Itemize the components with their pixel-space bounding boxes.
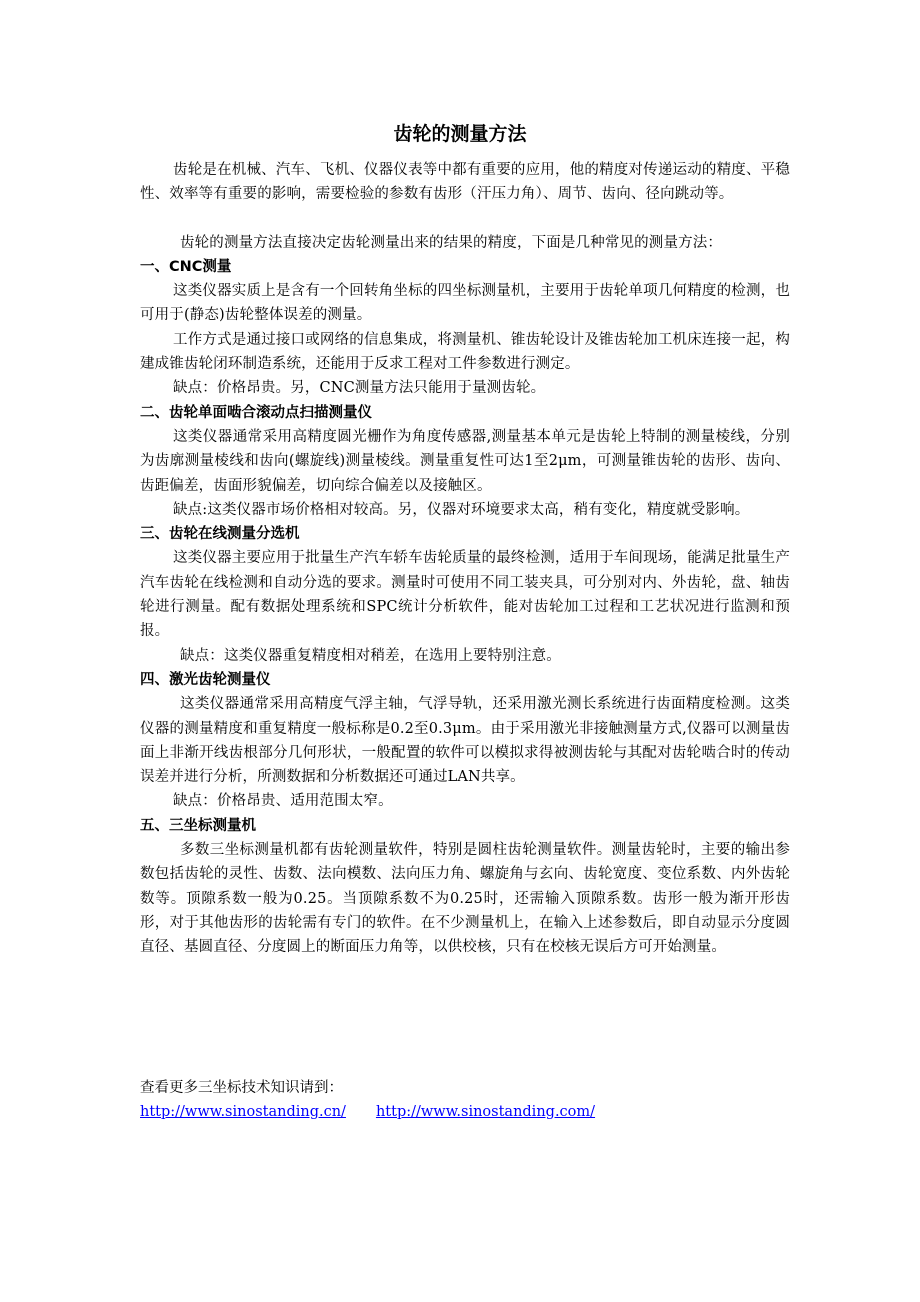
- page-title: 齿轮的测量方法: [393, 123, 527, 145]
- section-paragraph: 这类仪器实质上是含有一个回转角坐标的四坐标测量机，主要用于齿轮单项几何精度的检测，也可用于(静态)齿轮整体误差的测量。: [140, 283, 790, 324]
- section-heading-online-sorter: 三、齿轮在线测量分选机: [140, 526, 300, 543]
- footer-text: 查看更多三坐标技术知识请到：: [140, 1080, 343, 1096]
- section-heading-single-flank: 二、齿轮单面啮合滚动点扫描测量仪: [140, 404, 372, 421]
- section-paragraph: 这类仪器主要应用于批量生产汽车轿车齿轮质量的最终检测，适用于车间现场，能满足批量生产汽车齿轮在线检测和自动分选的要求。测量时可使用不同工装夹具，可分别对内、外齿轮，盘、轴齿轮进行测量。配有数据处理系统和SPC统计分析软件，能对齿轮加工过程和工艺状况进行监测和预报。: [140, 550, 790, 640]
- section-heading-laser: 四、激光齿轮测量仪: [140, 671, 271, 688]
- section-heading-cmm: 五、三坐标测量机: [140, 817, 256, 834]
- paragraph-gap: [140, 207, 790, 231]
- section-paragraph: 缺点：价格昂贵。另，CNC测量方法只能用于量测齿轮。: [173, 380, 546, 397]
- footer-links: [140, 1100, 790, 1124]
- section-paragraph: 缺点:这类仪器市场价格相对较高。另，仪器对环境要求太高，稍有变化，精度就受影响。: [173, 501, 750, 518]
- document-body: [140, 158, 790, 960]
- section-paragraph: 这类仪器通常采用高精度气浮主轴，气浮导轨，还采用激光测长系统进行齿面精度检测。这类仪器的测量精度和重复精度一般标称是0.2至0.3μm。由于采用激光非接触测量方式,仪器可以测量齿面上非渐开线齿根部分几何形状，一般配置的软件可以模拟求得被测齿轮与其配对齿轮啮合时的传动误差并进行分析，所测数据和分析数据还可通过LAN共享。: [140, 696, 790, 786]
- footer: [140, 1076, 790, 1124]
- intro-paragraph: 齿轮是在机械、汽车、飞机、仪器仪表等中都有重要的应用，他的精度对传递运动的精度、平稳性、效率等有重要的影响，需要检验的参数有齿形（汗压力角）、周节、齿向、径向跳动等。: [140, 162, 790, 203]
- section-paragraph: 缺点：价格昂贵、适用范围太窄。: [173, 793, 393, 810]
- section-paragraph: 工作方式是通过接口或网络的信息集成，将测量机、锥齿轮设计及锥齿轮加工机床连接一起，构建成锥齿轮闭环制造系统，还能用于反求工程对工件参数进行测定。: [140, 331, 790, 373]
- link-sinostanding-com[interactable]: http://www.sinostanding.com/: [375, 1104, 596, 1120]
- section-paragraph: 缺点：这类仪器重复精度相对稍差，在选用上要特别注意。: [180, 647, 561, 664]
- section-heading-cnc: 一、CNC测量: [140, 258, 232, 275]
- section-paragraph: 这类仪器通常采用高精度圆光栅作为角度传感器,测量基本单元是齿轮上特制的测量棱线，分别为齿廓测量棱线和齿向(螺旋线)测量棱线。测量重复性可达1至2μm，可测量锥齿轮的齿形、齿向、齿距偏差，齿面形貌偏差，切向综合偏差以及接触区。: [140, 428, 790, 494]
- section-paragraph: 多数三坐标测量机都有齿轮测量软件，特别是圆柱齿轮测量软件。测量齿轮时，主要的输出参数包括齿轮的灵性、齿数、法向模数、法向压力角、螺旋角与玄向、齿轮宽度、变位系数、内外齿轮数等。顶隙系数一般为0.25。当顶隙系数不为0.25时，还需输入顶隙系数。齿形一般为渐开形齿形，对于其他齿形的齿轮需有专门的软件。在不少测量机上，在输入上述参数后，即自动显示分度圆直径、基圆直径、分度圆上的断面压力角等，以供校核，只有在校核无误后方可开始测量。: [140, 842, 790, 956]
- lead-paragraph: 齿轮的测量方法直接决定齿轮测量出来的结果的精度，下面是几种常见的测量方法：: [180, 234, 723, 251]
- link-sinostanding-cn[interactable]: http://www.sinostanding.cn/: [140, 1104, 346, 1120]
